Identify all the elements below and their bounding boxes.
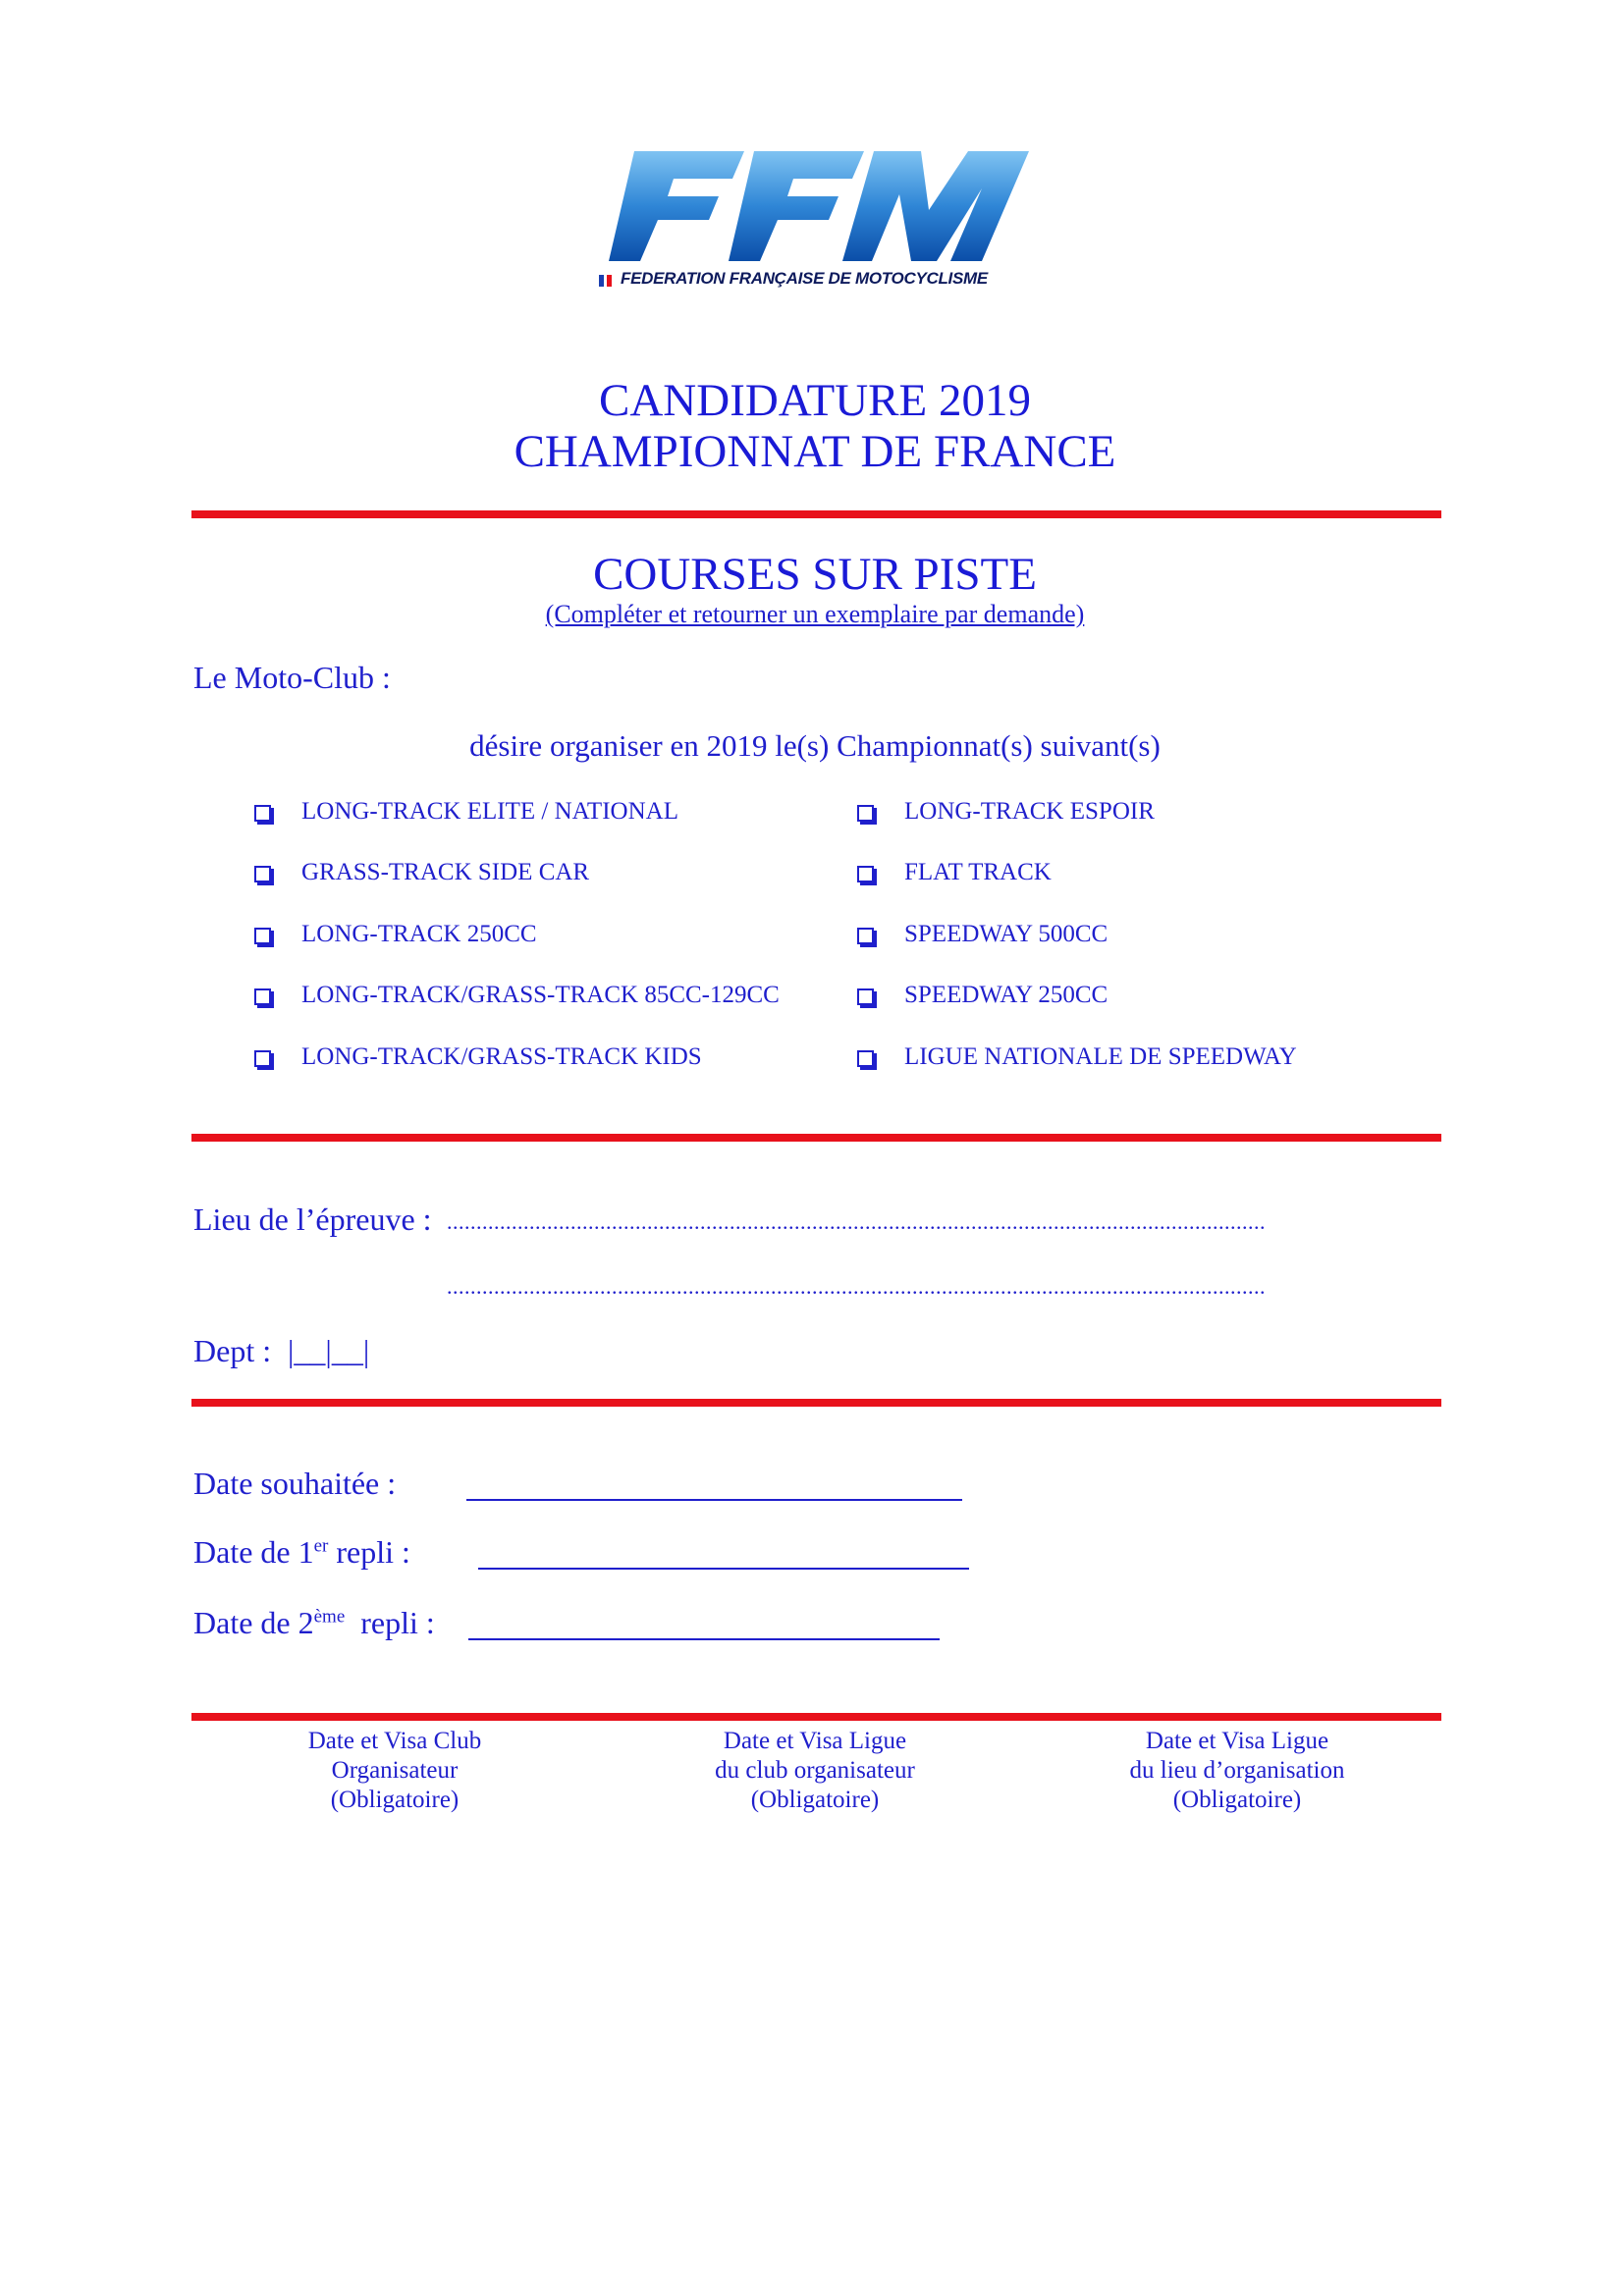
championship-label: LONG-TRACK/GRASS-TRACK KIDS xyxy=(301,1043,702,1070)
visa-line: du lieu d’organisation xyxy=(1129,1757,1345,1784)
championship-option[interactable] xyxy=(254,859,589,886)
championship-label: LONG-TRACK/GRASS-TRACK 85CC-129CC xyxy=(301,982,780,1008)
championship-label: LIGUE NATIONALE DE SPEEDWAY xyxy=(904,1043,1297,1070)
championship-label: FLAT TRACK xyxy=(904,859,1052,885)
red-divider-3 xyxy=(191,1399,1441,1407)
checkbox-icon[interactable] xyxy=(857,928,874,944)
checkbox-icon[interactable] xyxy=(857,988,874,1005)
date-second-fallback-field[interactable] xyxy=(468,1638,940,1640)
ffm-logo xyxy=(597,145,1041,294)
visa-line: (Obligatoire) xyxy=(1172,1787,1302,1813)
championship-option[interactable] xyxy=(254,1043,702,1071)
checkbox-icon[interactable] xyxy=(254,866,271,882)
visa-line: du club organisateur xyxy=(715,1757,915,1784)
red-divider-1 xyxy=(191,510,1441,518)
red-divider-4 xyxy=(191,1713,1441,1721)
championship-label: SPEEDWAY 500CC xyxy=(904,921,1109,947)
checkbox-icon[interactable] xyxy=(857,805,874,822)
championship-option[interactable] xyxy=(254,921,537,948)
date-wished-label: Date souhaitée : xyxy=(193,1466,397,1501)
visa-line: Organisateur xyxy=(331,1757,459,1784)
championship-option[interactable] xyxy=(254,798,678,826)
championship-option[interactable] xyxy=(857,798,1155,826)
championship-label: LONG-TRACK ESPOIR xyxy=(904,798,1155,825)
club-sentence: désire organiser en 2019 le(s) Championnat(s) suivant(s) xyxy=(469,728,1161,763)
date-first-fallback-label: Date de 1er repli : xyxy=(193,1534,410,1570)
visa-line: (Obligatoire) xyxy=(750,1787,880,1813)
visa-league-club xyxy=(668,1727,962,1815)
location-label: Lieu de l’épreuve : xyxy=(193,1201,432,1237)
championship-label: LONG-TRACK 250CC xyxy=(301,921,537,947)
checkbox-icon[interactable] xyxy=(254,928,271,944)
checkbox-icon[interactable] xyxy=(857,866,874,882)
visa-line: (Obligatoire) xyxy=(330,1787,460,1813)
checkbox-icon[interactable] xyxy=(254,1050,271,1067)
championship-option[interactable] xyxy=(254,982,780,1009)
championship-option[interactable] xyxy=(857,982,1108,1009)
red-divider-2 xyxy=(191,1134,1441,1142)
championship-label: SPEEDWAY 250CC xyxy=(904,982,1109,1008)
championship-option[interactable] xyxy=(857,921,1108,948)
championship-label: LONG-TRACK ELITE / NATIONAL xyxy=(301,798,678,825)
visa-league-location xyxy=(1090,1727,1384,1815)
dept-field[interactable]: |__|__| xyxy=(288,1333,370,1368)
date-first-fallback-field[interactable] xyxy=(478,1568,969,1570)
title-line-1: CANDIDATURE 2019 xyxy=(599,375,1031,426)
visa-line: Date et Visa Ligue xyxy=(1145,1728,1329,1754)
checkbox-icon[interactable] xyxy=(857,1050,874,1067)
checkbox-icon[interactable] xyxy=(254,805,271,822)
championship-option[interactable] xyxy=(857,1043,1297,1071)
title-line-2: CHAMPIONNAT DE FRANCE xyxy=(514,426,1116,477)
championship-option[interactable] xyxy=(857,859,1052,886)
visa-club-organizer xyxy=(247,1727,542,1815)
checkbox-icon[interactable] xyxy=(254,988,271,1005)
location-field-1[interactable]: ........................................................................................................................................... xyxy=(447,1209,1266,1234)
date-second-fallback-label: Date de 2ème repli : xyxy=(193,1605,435,1640)
section-title: COURSES SUR PISTE xyxy=(593,549,1037,600)
date-wished-field[interactable] xyxy=(466,1499,962,1501)
visa-line: Date et Visa Ligue xyxy=(723,1728,907,1754)
visa-line: Date et Visa Club xyxy=(307,1728,482,1754)
moto-club-label: Le Moto-Club : xyxy=(193,660,391,695)
logo-caption: FEDERATION FRANÇAISE DE MOTOCYCLISME xyxy=(621,269,988,288)
location-field-2[interactable]: ........................................................................................................................................... xyxy=(447,1274,1266,1299)
championship-label: GRASS-TRACK SIDE CAR xyxy=(301,859,590,885)
section-instruction: (Compléter et retourner un exemplaire par demande) xyxy=(545,600,1085,628)
dept-label: Dept : xyxy=(193,1333,272,1368)
